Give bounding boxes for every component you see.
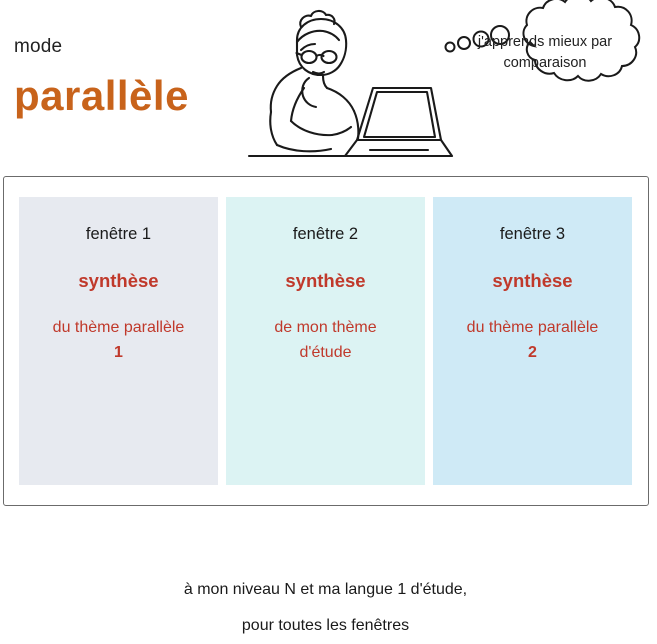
box-caption xyxy=(19,572,632,644)
student-at-laptop-illustration xyxy=(205,0,455,175)
window-2-synthesis: synthèse xyxy=(285,270,366,291)
window-column-2 xyxy=(226,197,425,485)
window-1-subtitle-line1: du thème parallèle xyxy=(52,319,185,336)
mode-label: mode xyxy=(14,36,63,57)
window-1-subtitle-line2: 1 xyxy=(114,344,123,361)
window-3-subtitle-line1: du thème parallèle xyxy=(466,319,599,336)
header xyxy=(0,0,657,175)
window-1-synthesis: synthèse xyxy=(78,270,159,291)
window-2-title: fenêtre 2 xyxy=(292,225,359,243)
window-3-subtitle-line2: 2 xyxy=(528,344,537,361)
window-2-subtitle-line2: d'étude xyxy=(299,344,352,361)
window-3-synthesis: synthèse xyxy=(492,270,573,291)
window-1-subtitle xyxy=(25,315,212,365)
thought-bubble-text: j'apprends mieux par comparaison xyxy=(477,34,613,71)
window-3-title: fenêtre 3 xyxy=(499,225,566,243)
window-3-subtitle xyxy=(439,315,626,365)
window-2-subtitle-line1: de mon thème xyxy=(274,319,377,336)
page-title: parallèle xyxy=(14,72,189,119)
caption-line-1: à mon niveau N et ma langue 1 d'étude, xyxy=(183,581,468,598)
window-1-title: fenêtre 1 xyxy=(85,225,152,243)
parallel-mode-box xyxy=(3,176,649,634)
window-2-subtitle xyxy=(232,315,419,365)
window-column-1 xyxy=(19,197,218,485)
window-column-3 xyxy=(433,197,632,485)
caption-line-2: pour toutes les fenêtres xyxy=(241,617,410,634)
